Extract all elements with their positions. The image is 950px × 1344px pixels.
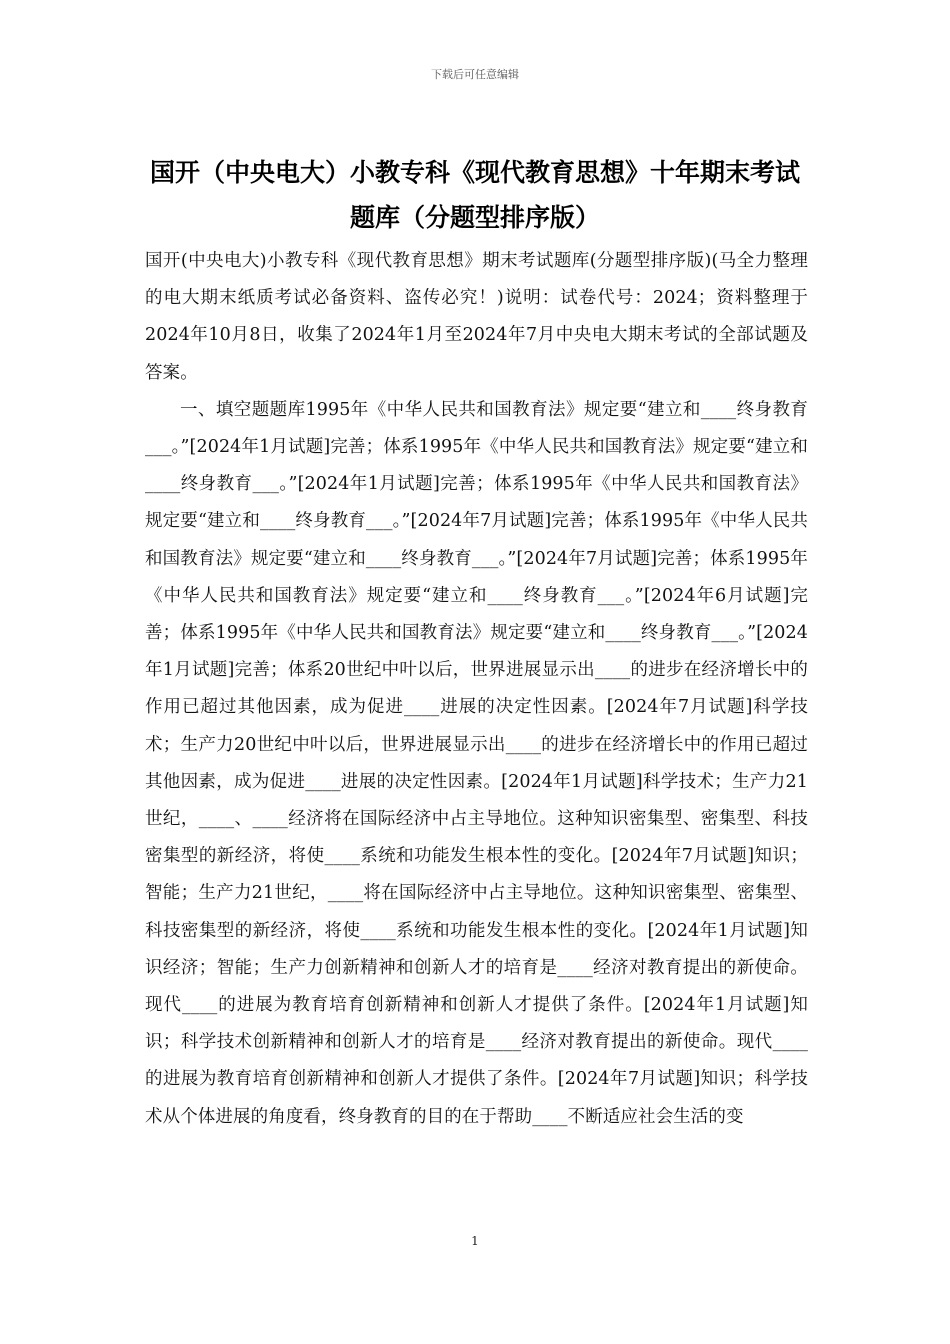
page-header-note: 下载后可任意编辑 [431,68,519,81]
page-number: 1 [471,1234,479,1248]
fill-in-blank-section: 一、填空题题库1995年《中华人民共和国教育法》规定要“建立和____终身教育___。”[2024年1月试题]完善；体系1995年《中华人民共和国教育法》规定要“建立和____终身教育___。”[2024年1月试题]完善；体系1995年《中华人民共和国教育法》规定要“建立和____终身教育___。”[2024年7月试题]完善；体系1995年《中华人民共和国教育法》规定要“建立和____终身教育___。”[2024年7月试题]完善；体系1995年《中华人民共和国教育法》规定要“建立和____终身教育___。”[2024年6月试题]完善；体系1995年《中华人民共和国教育法》规定要“建立和____终身教育___。”[2024年1月试题]完善；体系20世纪中叶以后，世界进展显示出____的进步在经济增长中的作用已超过其他因素，成为促进____进展的决定性因素。[2024年7月试题]科学技术；生产力20世纪中叶以后，世界进展显示出____的进步在经济增长中的作用已超过其他因素，成为促进____进展的决定性因素。[2024年1月试题]科学技术；生产力21世纪，____、____经济将在国际经济中占主导地位。这种知识密集型、密集型、科技密集型的新经济，将使____系统和功能发生根本性的变化。[2024年7月试题]知识；智能；生产力21世纪，____将在国际经济中占主导地位。这种知识密集型、密集型、科技密集型的新经济，将使____系统和功能发生根本性的变化。[2024年1月试题]知识经济；智能；生产力创新精神和创新人才的培育是____经济对教育提出的新使命。现代____的进展为教育培育创新精神和创新人才提供了条件。[2024年1月试题]知识；科学技术创新精神和创新人才的培育是____经济对教育提出的新使命。现代____的进展为教育培育创新精神和创新人才提供了条件。[2024年7月试题]知识；科学技术从个体进展的角度看，终身教育的目的在于帮助____不断适应社会生活的变 [145,399,808,1127]
document-title: 国开（中央电大）小教专科《现代教育思想》十年期末考试题库（分题型排序版） [149,158,800,232]
document-body [145,243,808,1136]
intro-paragraph: 国开(中央电大)小教专科《现代教育思想》期末考试题库(分题型排序版)(马全力整理的电大期末纸质考试必备资料、盗传必究！)说明：试卷代号：2024；资料整理于2024年10月8日，收集了2024年1月至2024年7月中央电大期末考试的全部试题及答案。 [145,251,808,383]
